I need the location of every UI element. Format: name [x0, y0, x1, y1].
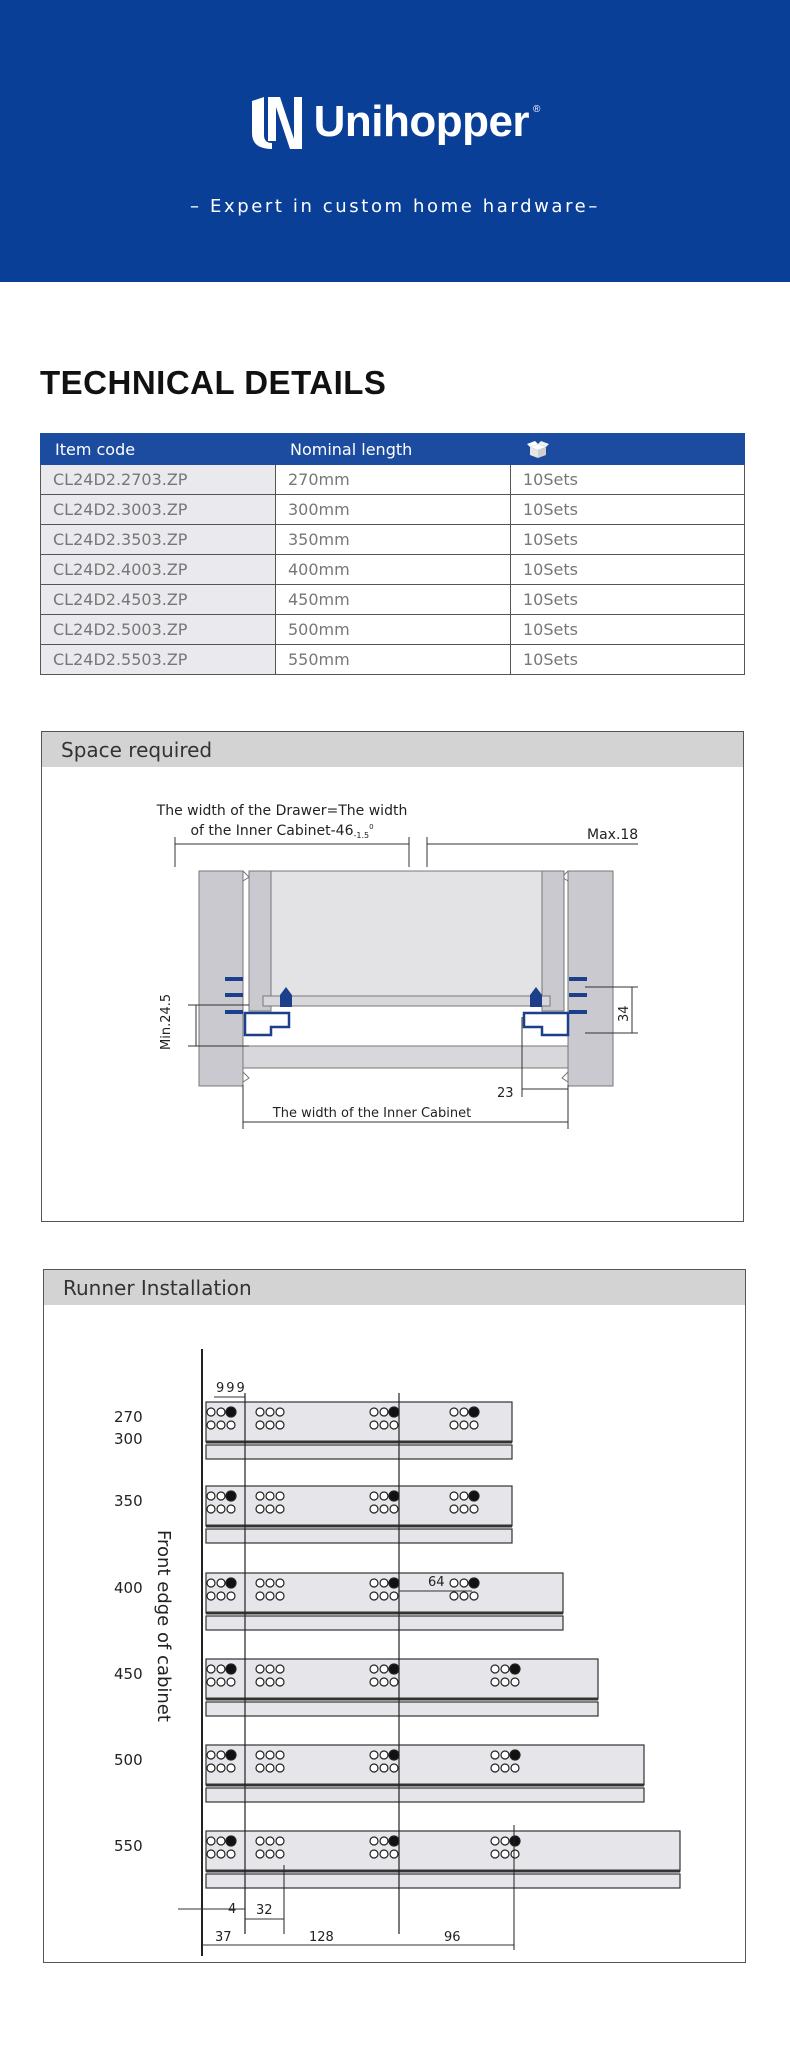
table-row [41, 465, 745, 495]
cell-length: 350mm [276, 525, 511, 555]
table-row [41, 555, 745, 585]
drawer-width-line2: of the Inner Cabinet-$46_{-1.5}^0$ [190, 823, 374, 840]
runner-rail [206, 1659, 598, 1716]
cell-qty: 10Sets [511, 615, 745, 645]
cell-qty: 10Sets [511, 495, 745, 525]
col-header-nominal-length: Nominal length [276, 434, 511, 465]
cell-code: CL24D2.2703.ZP [41, 465, 276, 495]
dim-37: 37 [215, 1930, 232, 1945]
runner-installation-diagram [44, 1305, 745, 1962]
space-required-panel [41, 731, 744, 1222]
cell-length: 270mm [276, 465, 511, 495]
cell-code: CL24D2.3003.ZP [41, 495, 276, 525]
col-header-package [511, 434, 745, 465]
dim-4: 4 [228, 1902, 237, 1917]
cell-length: 450mm [276, 585, 511, 615]
runner-rail [206, 1402, 512, 1459]
col-header-item-code: Item code [41, 434, 276, 465]
length-label: 270 [114, 1408, 143, 1426]
length-label: 450 [114, 1665, 143, 1683]
table-row [41, 495, 745, 525]
brand-name: Unihopper [313, 97, 530, 146]
registered-mark: ® [533, 104, 541, 115]
space-required-diagram [42, 767, 743, 1221]
dim-128: 128 [309, 1930, 334, 1945]
cell-code: CL24D2.4003.ZP [41, 555, 276, 585]
length-label: 550 [114, 1837, 143, 1855]
length-label: 300 [114, 1430, 143, 1448]
box-icon [525, 441, 551, 459]
cell-code: CL24D2.3503.ZP [41, 525, 276, 555]
space-required-title: Space required [42, 732, 743, 767]
runner-rail [206, 1486, 512, 1543]
runner-installation-title: Runner Installation [44, 1270, 745, 1305]
section-title: TECHNICAL DETAILS [40, 364, 387, 401]
length-label: 400 [114, 1579, 143, 1597]
cell-qty: 10Sets [511, 645, 745, 675]
dim-23: 23 [497, 1086, 514, 1101]
spec-table [40, 433, 745, 675]
hole-spacing-label: 999 [216, 1381, 247, 1396]
cell-qty: 10Sets [511, 465, 745, 495]
brand [0, 92, 790, 152]
front-edge-label: Front edge of cabinet [153, 1530, 174, 1722]
brand-logo-icon [250, 95, 302, 149]
table-row [41, 525, 745, 555]
cell-code: CL24D2.5003.ZP [41, 615, 276, 645]
dim-96: 96 [444, 1930, 461, 1945]
cell-length: 550mm [276, 645, 511, 675]
runner-rail [206, 1573, 563, 1630]
inner-cabinet-label: The width of the Inner Cabinet [272, 1106, 472, 1121]
length-label: 500 [114, 1751, 143, 1769]
runner-rail [206, 1831, 680, 1888]
dim-64: 64 [428, 1575, 445, 1590]
runner-rail [206, 1745, 644, 1802]
min-label: Min.24.5 [159, 993, 174, 1050]
cell-qty: 10Sets [511, 525, 745, 555]
table-row [41, 645, 745, 675]
dim-34: 34 [617, 1005, 632, 1022]
cell-code: CL24D2.5503.ZP [41, 645, 276, 675]
drawer-width-line1: The width of the Drawer=The width [156, 803, 408, 819]
table-header-row [41, 434, 745, 465]
tagline: – Expert in custom home hardware– [190, 196, 600, 217]
length-label: 350 [114, 1492, 143, 1510]
cell-length: 400mm [276, 555, 511, 585]
cell-qty: 10Sets [511, 585, 745, 615]
table-row [41, 615, 745, 645]
dim-32: 32 [256, 1903, 273, 1918]
runner-installation-panel [43, 1269, 746, 1963]
table-row [41, 585, 745, 615]
header-banner [0, 0, 790, 282]
cell-length: 300mm [276, 495, 511, 525]
cell-code: CL24D2.4503.ZP [41, 585, 276, 615]
max-label: Max.18 [587, 827, 639, 843]
cell-length: 500mm [276, 615, 511, 645]
cell-qty: 10Sets [511, 555, 745, 585]
